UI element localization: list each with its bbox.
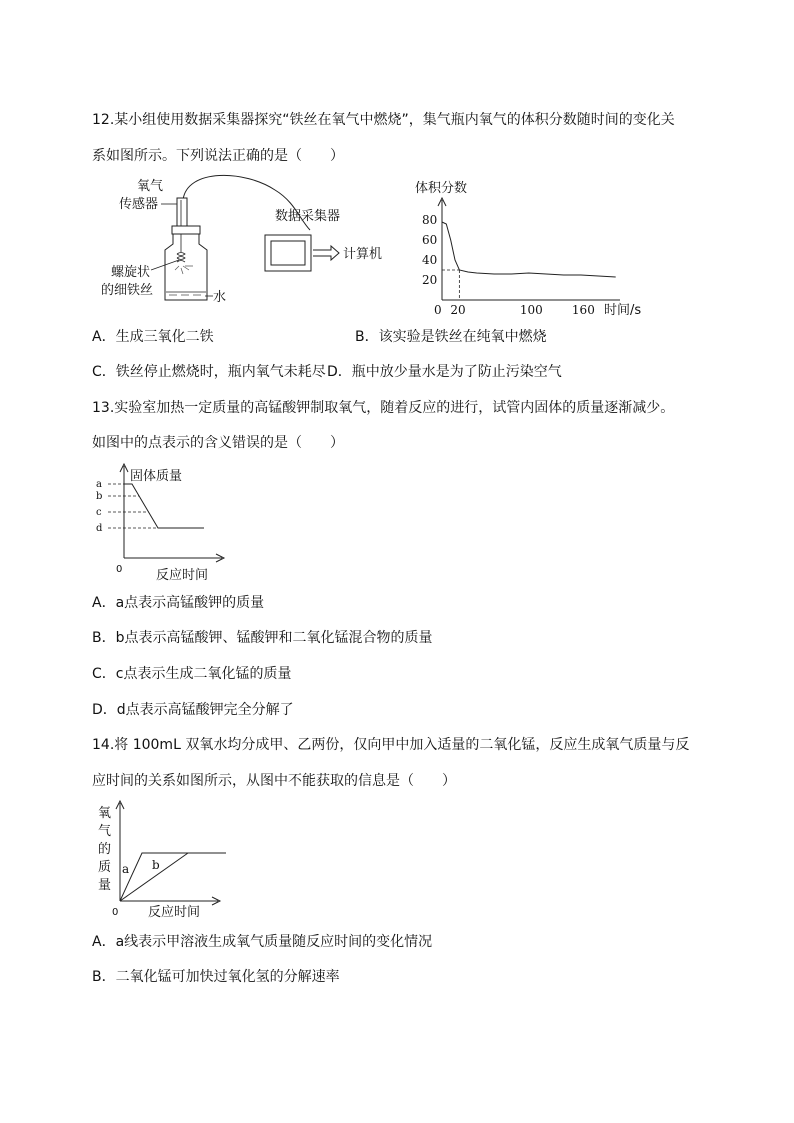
wire-label-2: 的细铁丝 xyxy=(101,283,154,298)
ylabel-char-2: 气 xyxy=(98,824,112,839)
point-b-label: b xyxy=(96,491,103,502)
chart-origin: 0 xyxy=(116,564,123,575)
y-tick-label: 80 xyxy=(422,213,438,227)
chart-xlabel: 反应时间 xyxy=(148,905,201,920)
point-a-label: a xyxy=(96,479,102,490)
q12-apparatus-diagram xyxy=(95,170,395,310)
volume-fraction-curve xyxy=(442,222,616,277)
q13-option-c: C．c点表示生成二氧化锰的质量 xyxy=(92,666,292,682)
q12-option-a: A．生成三氧化二铁 xyxy=(92,329,214,345)
line-a-label: a xyxy=(122,862,130,876)
y-tick-label: 20 xyxy=(422,273,438,287)
q13-solid-mass-chart xyxy=(92,460,232,585)
line-a xyxy=(120,853,226,901)
q12-option-d: D．瓶中放少量水是为了防止污染空气 xyxy=(327,364,562,380)
point-d-label: d xyxy=(96,523,103,534)
q13-option-b: B．b点表示高锰酸钾、锰酸钾和二氧化锰混合物的质量 xyxy=(92,630,433,646)
q12-option-b: B．该实验是铁丝在纯氧中燃烧 xyxy=(355,329,547,345)
q14-stem-line1: 14.将 100mL 双氧水均分成甲、乙两份，仅向甲中加入适量的二氧化锰，反应生成氧气质量与反 xyxy=(92,737,690,753)
ylabel-char-1: 氧 xyxy=(98,806,112,821)
q14-stem-line2: 应时间的关系如图所示，从图中不能获取的信息是（ ） xyxy=(92,773,456,789)
q14-option-b: B．二氧化锰可加快过氧化氢的分解速率 xyxy=(92,969,340,985)
q12-option-c: C．铁丝停止燃烧时，瓶内氧气未耗尽 xyxy=(92,364,326,380)
q13-stem-line2: 如图中的点表示的含义错误的是（ ） xyxy=(92,435,344,451)
q13-option-a: A．a点表示高锰酸钾的质量 xyxy=(92,595,265,611)
chart-ylabel: 固体质量 xyxy=(130,469,183,484)
wire-label-1: 螺旋状 xyxy=(111,265,151,280)
q13-stem-line1: 13.实验室加热一定质量的高锰酸钾制取氧气，随着反应的进行，试管内固体的质量逐渐减少。 xyxy=(92,400,675,416)
line-b-label: b xyxy=(152,858,160,872)
q13-option-d: D．d点表示高锰酸钾完全分解了 xyxy=(92,702,294,718)
sensor-label-2: 传感器 xyxy=(119,197,159,212)
x-tick-label: 0 xyxy=(434,303,442,317)
q14-option-a: A．a线表示甲溶液生成氧气质量随反应时间的变化情况 xyxy=(92,934,433,950)
ylabel-char-3: 的 xyxy=(98,842,112,857)
q14-oxygen-mass-chart xyxy=(92,797,237,922)
y-tick-label: 40 xyxy=(422,253,438,267)
q12-volume-fraction-chart xyxy=(410,172,655,317)
sensor-label-1: 氧气 xyxy=(137,179,164,194)
arrow-right-icon xyxy=(313,246,339,260)
water-label: 水 xyxy=(213,290,227,305)
chart-xlabel: 反应时间 xyxy=(156,568,209,583)
y-tick-label: 60 xyxy=(422,233,438,247)
x-tick-label: 20 xyxy=(450,303,466,317)
x-tick-label: 100 xyxy=(519,303,543,317)
q12-stem-line2: 系如图所示。下列说法正确的是（ ） xyxy=(92,148,344,164)
point-c-label: c xyxy=(96,507,102,518)
x-tick-label: 160 xyxy=(571,303,595,317)
ylabel-char-4: 质 xyxy=(98,860,112,875)
computer-label: 计算机 xyxy=(343,247,383,262)
solid-mass-curve xyxy=(124,484,204,528)
gas-bottle-icon xyxy=(165,230,207,300)
bottle-stopper xyxy=(172,226,200,234)
ylabel-char-5: 量 xyxy=(98,878,112,893)
q12-stem-line1: 12.某小组使用数据采集器探究“铁丝在氧气中燃烧”，集气瓶内氧气的体积分数随时间的变化关 xyxy=(92,112,675,128)
chart-origin: 0 xyxy=(112,907,119,918)
chart-xlabel: 时间/s xyxy=(604,303,642,317)
chart-ylabel: 体积分数 xyxy=(415,181,468,196)
collector-label: 数据采集器 xyxy=(275,209,341,224)
